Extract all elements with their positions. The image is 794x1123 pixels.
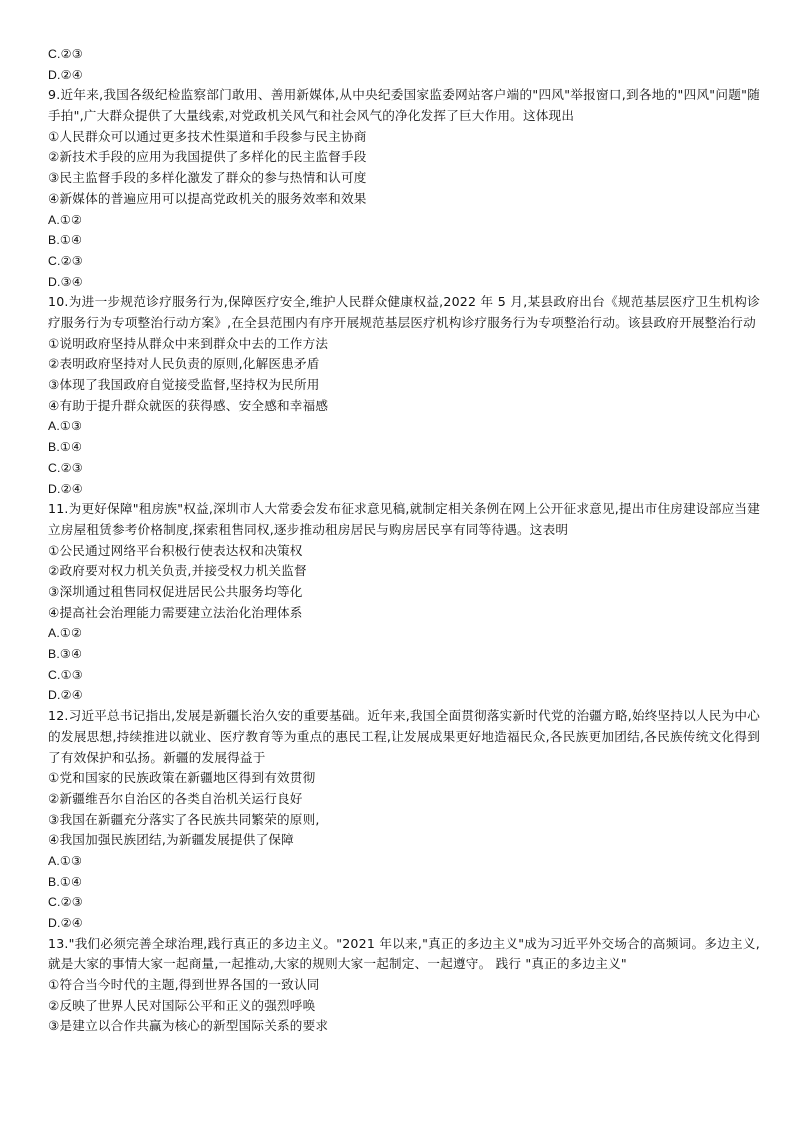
question-11 bbox=[48, 499, 760, 706]
option-b: B.①④ bbox=[48, 440, 83, 455]
statement-3: ③是建立以合作共赢为核心的新型国际关系的要求 bbox=[48, 1018, 329, 1034]
option-c: C.②③ bbox=[48, 253, 83, 268]
question-stem: 11.为更好保障"租房族"权益,深圳市人大常委会发布征求意见稿,就制定相关条例在网上公开征求意见,提出市住房建设部应当建立房屋租赁参考价格制度,探索租售同权,逐步推动租房居民与购房居民享有同等待遇。这表明 bbox=[48, 501, 760, 537]
question-12 bbox=[48, 706, 760, 934]
question-10 bbox=[48, 292, 760, 499]
statement-2: ②新疆维吾尔自治区的各类自治机关运行良好 bbox=[48, 790, 303, 806]
statement-2: ②政府要对权力机关负责,并接受权力机关监督 bbox=[48, 563, 307, 579]
question-stem: 10.为进一步规范诊疗服务行为,保障医疗安全,维护人民群众健康权益,2022 年 5 月,某县政府出台《规范基层医疗卫生机构诊疗服务行为专项整治行动方案》,在全县范围内有序开展规范基层医疗机构诊疗服务行为专项整治行动。该县政府开展整治行动 bbox=[48, 294, 760, 330]
option-d: D.②④ bbox=[48, 67, 83, 82]
statement-3: ③深圳通过租售同权促进居民公共服务均等化 bbox=[48, 583, 303, 599]
statement-2: ②新技术手段的应用为我国提供了多样化的民主监督手段 bbox=[48, 149, 367, 165]
option-a: A.①② bbox=[48, 626, 83, 641]
option-b: B.①④ bbox=[48, 874, 83, 889]
statement-1: ①符合当今时代的主题,得到世界各国的一致认同 bbox=[48, 977, 320, 993]
statement-1: ①公民通过网络平台积极行使表达权和决策权 bbox=[48, 542, 303, 558]
option-d: D.③④ bbox=[48, 274, 83, 289]
option-d: D.②④ bbox=[48, 916, 83, 931]
statement-1: ①党和国家的民族政策在新疆地区得到有效贯彻 bbox=[48, 770, 316, 786]
option-a: A.①③ bbox=[48, 419, 83, 434]
option-c: C.①③ bbox=[48, 667, 83, 682]
statement-2: ②反映了世界人民对国际公平和正义的强烈呼唤 bbox=[48, 997, 316, 1013]
option-c: C.②③ bbox=[48, 895, 83, 910]
question-stem: 9.近年来,我国各级纪检监察部门敢用、善用新媒体,从中央纪委国家监委网站客户端的"四风"举报窗口,到各地的"四风"问题"随手拍",广大群众提供了大量线索,对党政机关风气和社会风气的净化发挥了巨大作用。这体现出 bbox=[48, 87, 760, 124]
option-d: D.②④ bbox=[48, 688, 83, 703]
statement-4: ④我国加强民族团结,为新疆发展提供了保障 bbox=[48, 832, 294, 848]
option-c: C.②③ bbox=[48, 460, 83, 475]
option-d: D.②④ bbox=[48, 481, 83, 496]
statement-1: ①人民群众可以通过更多技术性渠道和手段参与民主协商 bbox=[48, 128, 367, 144]
question-stem: 13."我们必须完善全球治理,践行真正的多边主义。"2021 年以来,"真正的多边主义"成为习近平外交场合的高频词。多边主义,就是大家的事情大家一起商量,一起推动,大家的规则大家一起制定、一起遵守。 践行 "真正的多边主义" bbox=[48, 935, 760, 972]
statement-4: ④新媒体的普遍应用可以提高党政机关的服务效率和效果 bbox=[48, 190, 367, 206]
question-8-tail bbox=[48, 44, 760, 85]
statement-3: ③体现了我国政府自觉接受监督,坚持权为民所用 bbox=[48, 377, 320, 393]
option-a: A.①③ bbox=[48, 853, 83, 868]
statement-4: ④有助于提升群众就医的获得感、安全感和幸福感 bbox=[48, 397, 329, 413]
option-b: B.①④ bbox=[48, 233, 83, 248]
option-c: C.②③ bbox=[48, 47, 83, 61]
statement-2: ②表明政府坚持对人民负责的原则,化解医患矛盾 bbox=[48, 356, 320, 372]
option-b: B.③④ bbox=[48, 647, 83, 662]
statement-3: ③民主监督手段的多样化激发了群众的参与热情和认可度 bbox=[48, 170, 367, 186]
question-stem: 12.习近平总书记指出,发展是新疆长治久安的重要基础。近年来,我国全面贯彻落实新时代党的治疆方略,始终坚持以人民为中心的发展思想,持续推进以就业、医疗教育等为重点的惠民工程,让发展成果更好地造福民众,各民族更加团结,各民族传统文化得到了有效保护和弘扬。新疆的发展得益于 bbox=[48, 708, 760, 765]
statement-3: ③我国在新疆充分落实了各民族共同繁荣的原则, bbox=[48, 811, 320, 827]
exam-page bbox=[48, 44, 760, 1037]
statement-4: ④提高社会治理能力需要建立法治化治理体系 bbox=[48, 604, 303, 620]
option-a: A.①② bbox=[48, 212, 83, 227]
question-9 bbox=[48, 85, 760, 292]
question-13 bbox=[48, 934, 760, 1037]
statement-1: ①说明政府坚持从群众中来到群众中去的工作方法 bbox=[48, 335, 329, 351]
